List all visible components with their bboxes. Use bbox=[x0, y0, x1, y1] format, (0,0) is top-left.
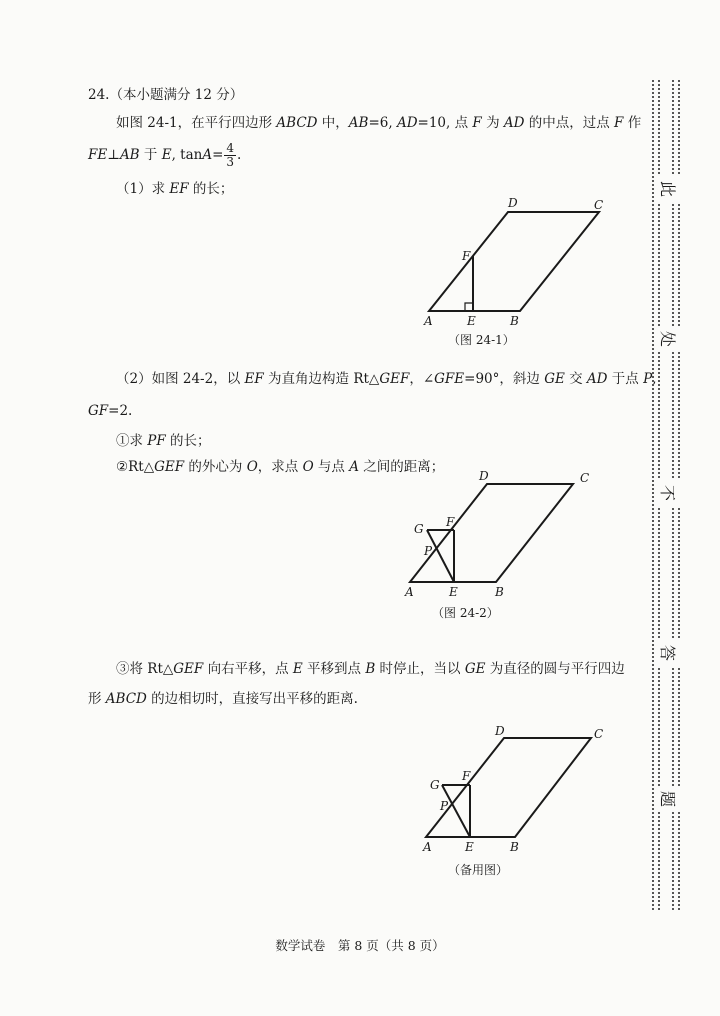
part-2-line-1: （2）如图 24-2，以 EF 为直角边构造 Rt△GEF，∠GFE=90°，斜边 GE 交 AD 于点 P, bbox=[116, 371, 657, 387]
fig2-label-E: E bbox=[449, 585, 458, 599]
intro-line-1: 如图 24-1，在平行四边形 ABCD 中，AB=6, AD=10, 点 F 为 AD 的中点，过点 F 作 bbox=[116, 115, 642, 131]
fig3-label-A: A bbox=[423, 840, 432, 854]
fig3-label-G: G bbox=[430, 778, 440, 792]
page-footer: 数学试卷 第 8 页（共 8 页） bbox=[275, 938, 445, 953]
fig1-label-C: C bbox=[594, 198, 604, 212]
tan-fraction: $\frac{4}{3}$ bbox=[226, 141, 235, 169]
fig3-label-C: C bbox=[594, 727, 604, 741]
fig3-label-E: E bbox=[465, 840, 474, 854]
fig1-label-F: F bbox=[462, 249, 471, 263]
fig3-label-P: P bbox=[440, 799, 449, 813]
seal-char: 处 bbox=[654, 326, 680, 352]
fig3-label-B: B bbox=[510, 840, 519, 854]
fig3-label-F: F bbox=[462, 769, 471, 783]
seal-char: 题 bbox=[654, 786, 680, 812]
fig1-label-B: B bbox=[510, 314, 519, 328]
seal-char: 不 bbox=[654, 480, 680, 506]
fig2-label-C: C bbox=[580, 471, 590, 485]
sub-question-1: ①求 PF 的长； bbox=[116, 433, 211, 449]
seal-char: 此 bbox=[654, 176, 680, 202]
fig3-parallelogram bbox=[426, 738, 591, 837]
fig2-label-P: P bbox=[424, 544, 433, 558]
question-number: 24.（本小题满分 12 分） bbox=[88, 87, 244, 103]
sub-question-3-line-2: 形 ABCD 的边相切时，直接写出平移的距离. bbox=[88, 691, 358, 707]
fig2-label-F: F bbox=[446, 515, 455, 529]
fig2-label-G: G bbox=[414, 522, 424, 536]
seal-char: 答 bbox=[654, 640, 680, 666]
binding-strip bbox=[648, 80, 684, 910]
sub-question-3-line-1: ③将 Rt△GEF 向右平移，点 E 平移到点 B 时停止，当以 GE 为直径的圆与平行四边 bbox=[116, 661, 625, 677]
intro-line-2: FE⊥AB 于 E, tanA= $\frac{4}{3}$ . bbox=[88, 141, 242, 169]
fig1-label-D: D bbox=[508, 196, 518, 210]
fig2-label-B: B bbox=[495, 585, 504, 599]
figure-24-1-caption: （图 24-1） bbox=[448, 333, 515, 347]
figure-24-2-caption: （图 24-2） bbox=[432, 606, 499, 620]
part-2-line-2: GF=2. bbox=[88, 403, 133, 419]
fig3-label-D: D bbox=[495, 724, 505, 738]
sub-question-2: ②Rt△GEF 的外心为 O，求点 O 与点 A 之间的距离； bbox=[116, 459, 445, 475]
figure-backup-caption: （备用图） bbox=[448, 863, 509, 877]
fig1-label-A: A bbox=[424, 314, 433, 328]
fig2-label-D: D bbox=[479, 469, 489, 483]
fig2-label-A: A bbox=[405, 585, 414, 599]
part-1-prompt: （1）求 EF 的长； bbox=[116, 181, 234, 197]
fig1-label-E: E bbox=[467, 314, 476, 328]
